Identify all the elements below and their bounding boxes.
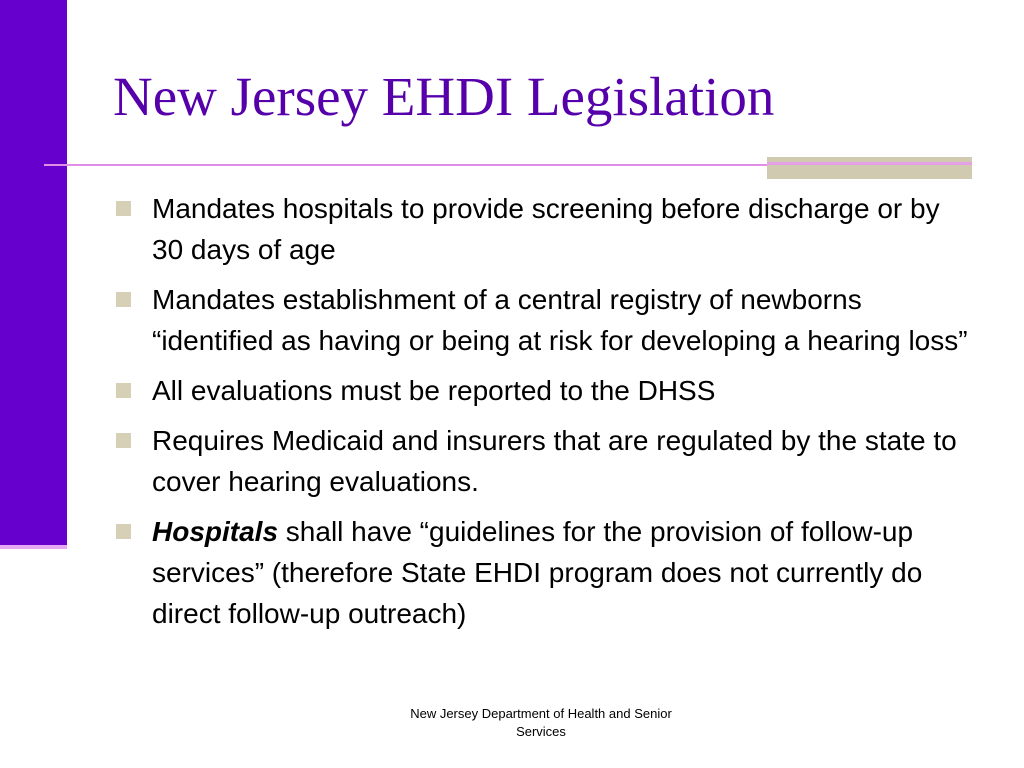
bullet-text: Mandates hospitals to provide screening before discharge or by 30 days of age [152,193,940,265]
bullet-item [116,511,976,634]
bullet-emphasis: Hospitals [152,516,279,547]
square-bullet-icon [116,524,131,539]
stripe [767,169,972,179]
bullet-text: Mandates establishment of a central registry of newborns “identified as having or being at risk for developing a hearing loss” [152,284,968,356]
bullet-item [116,279,976,361]
slide-title: New Jersey EHDI Legislation [113,66,775,127]
bullet-text: All evaluations must be reported to the DHSS [152,375,716,406]
slide-footer: New Jersey Department of Health and Senior Services [410,706,672,739]
decorative-stripes [767,157,972,179]
bullet-item [116,188,976,270]
bullet-item [116,420,976,502]
square-bullet-icon [116,433,131,448]
left-accent-bar-edge [0,545,67,549]
square-bullet-icon [116,292,131,307]
square-bullet-icon [116,383,131,398]
bullet-list [116,188,976,643]
left-accent-bar [0,0,67,545]
bullet-text: shall have “guidelines for the provision of follow-up services” (therefore State EHDI program does not currently do direct follow-up outreach) [152,516,923,629]
bullet-item [116,370,976,411]
square-bullet-icon [116,201,131,216]
bullet-text: Requires Medicaid and insurers that are regulated by the state to cover hearing evaluations. [152,425,957,497]
